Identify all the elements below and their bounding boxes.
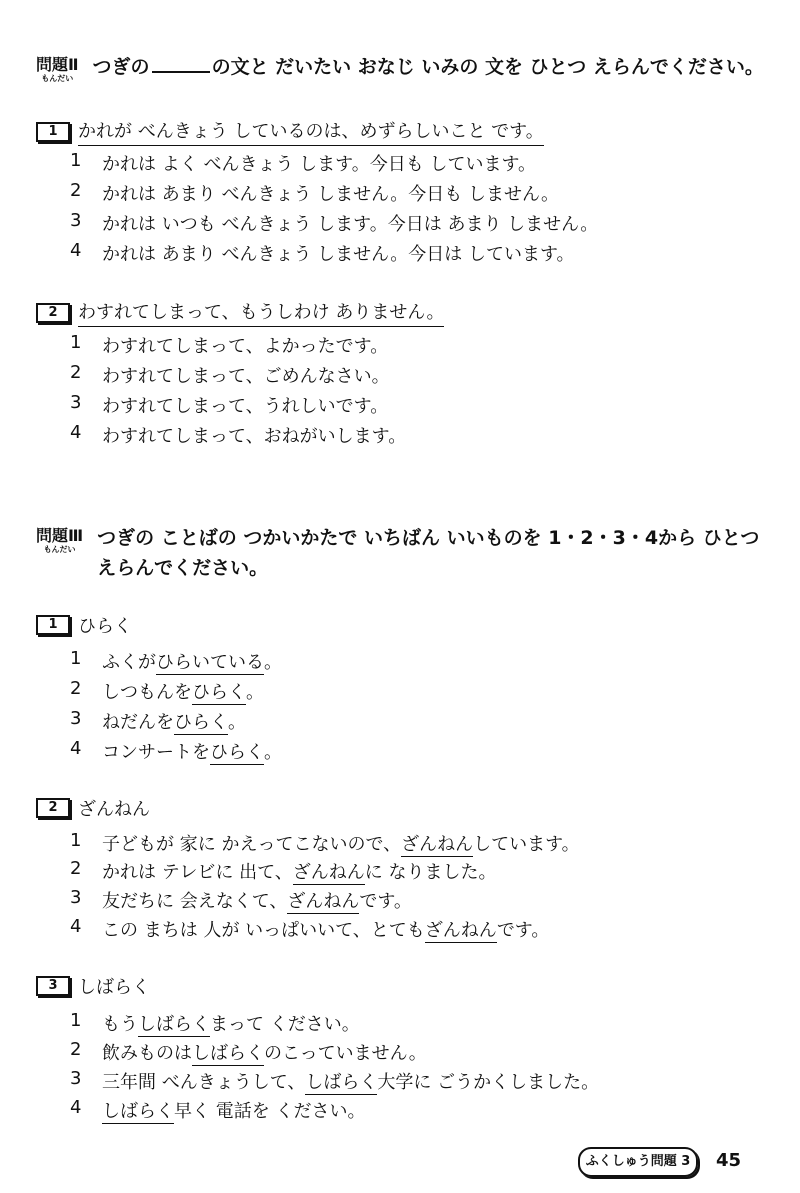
question-2-2: [36, 298, 444, 327]
option-2-2-1[interactable]: 1 わすれてしまって、よかったです。: [70, 332, 389, 357]
section-3-header: [36, 527, 759, 583]
question-3-1: [36, 612, 132, 638]
question-number-box: 1: [36, 615, 70, 635]
question-3-3: [36, 973, 150, 999]
option-3-2-4[interactable]: 4 この まちは 人が いっぱいいて、とても ざんねん です。: [70, 916, 550, 941]
option-3-1-3[interactable]: 3 ねだんを ひらく 。: [70, 708, 246, 733]
question-text: かれが べんきょう しているのは、めずらしいこと です。: [78, 117, 544, 146]
option-2-1-4[interactable]: 4 かれは あまり べんきょう しません。今日は しています。: [70, 240, 575, 265]
section-2-label: 問題Ⅱ もんだい: [36, 55, 79, 83]
question-word: ひらく: [78, 616, 132, 637]
question-number-box: 1: [36, 122, 70, 142]
review-section-badge: ふくしゅう問題 3: [578, 1147, 698, 1177]
option-3-2-2[interactable]: 2 かれは テレビに 出て、 ざんねん に なりました。: [70, 858, 497, 883]
section-2-header: [36, 56, 764, 83]
option-3-3-2[interactable]: 2 飲みものは しばらく のこっていません。: [70, 1039, 427, 1064]
option-3-1-1[interactable]: 1 ふくが ひらいている 。: [70, 648, 282, 673]
option-2-1-3[interactable]: 3 かれは いつも べんきょう します。今日は あまり しません。: [70, 210, 599, 235]
option-3-1-2[interactable]: 2 しつもんを ひらく 。: [70, 678, 264, 703]
question-number-box: 3: [36, 976, 70, 996]
question-text: わすれてしまって、もうしわけ ありません。: [78, 298, 444, 327]
option-3-1-4[interactable]: 4 コンサートを ひらく 。: [70, 738, 282, 763]
question-3-2: [36, 795, 150, 821]
option-2-2-3[interactable]: 3 わすれてしまって、うれしいです。: [70, 392, 389, 417]
option-2-1-1[interactable]: 1 かれは よく べんきょう します。今日も しています。: [70, 150, 537, 175]
question-word: しばらく: [78, 977, 150, 998]
option-3-2-1[interactable]: 1 子どもが 家に かえってこないので、 ざんねん しています。: [70, 830, 580, 855]
page-number: 45: [716, 1150, 742, 1171]
section-3-label: 問題Ⅲ もんだい: [36, 526, 84, 554]
option-2-2-4[interactable]: 4 わすれてしまって、おねがいします。: [70, 422, 407, 447]
option-2-2-2[interactable]: 2 わすれてしまって、ごめんなさい。: [70, 362, 390, 387]
option-3-2-3[interactable]: 3 友だちに 会えなくて、 ざんねん です。: [70, 887, 412, 912]
question-word: ざんねん: [78, 799, 150, 820]
question-number-box: 2: [36, 798, 70, 818]
option-3-3-3[interactable]: 3 三年間 べんきょうして、 しばらく 大学に ごうかくしました。: [70, 1068, 600, 1093]
section-2-instruction: つぎの の文と だいたい おなじ いみの 文を ひとつ えらんでください。: [92, 56, 764, 78]
blank-line: [152, 55, 210, 73]
option-3-3-1[interactable]: 1 もう しばらく まって ください。: [70, 1010, 360, 1035]
question-number-box: 2: [36, 303, 70, 323]
option-3-3-4[interactable]: 4 しばらく 早く 電話を ください。: [70, 1097, 366, 1122]
section-3-instruction: つぎの ことばの つかいかたで いちばん いいものを 1・2・3・4から ひとつ えらんでください。: [97, 527, 760, 579]
option-2-1-2[interactable]: 2 かれは あまり べんきょう しません。今日も しません。: [70, 180, 560, 205]
question-2-1: [36, 117, 544, 146]
